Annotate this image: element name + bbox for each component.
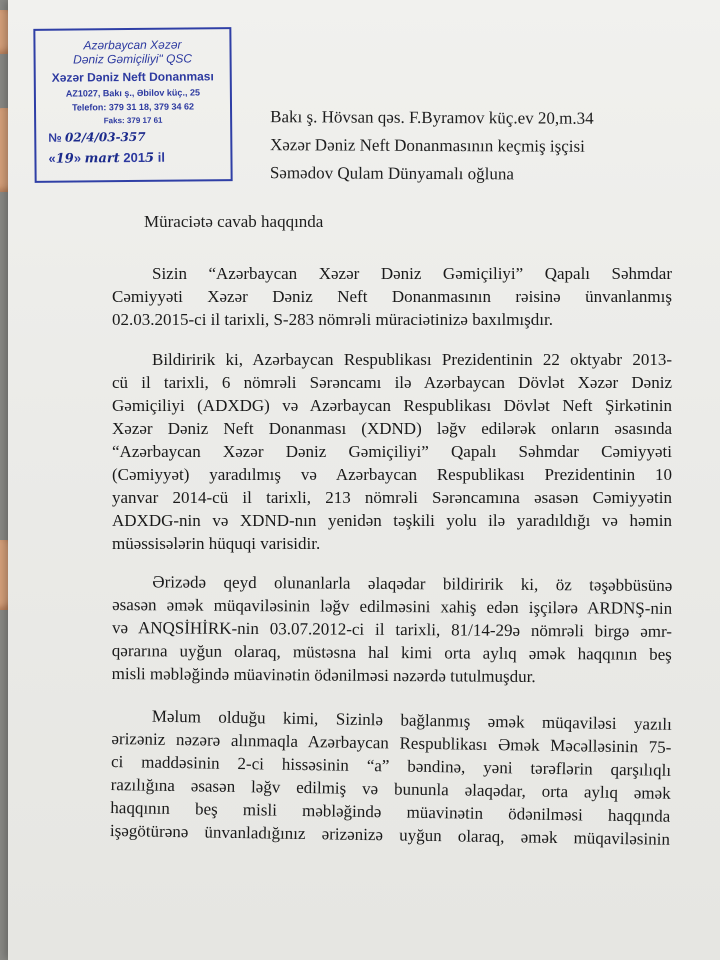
stamp-ref-prefix: № bbox=[48, 130, 62, 145]
stamp-department: Xəzər Dəniz Neft Donanması bbox=[51, 69, 214, 85]
text-line: yanvar 2014-cü il tarixli, 213 nömrəli Sərəncamına əsasən Cəmiyyətin bbox=[112, 488, 672, 507]
text-line: əsasən əmək müqaviləsinin ləğv edilməsini xahiş edən işçilərə ARDNŞ-nin bbox=[112, 595, 673, 618]
stamp-date-suffix: il bbox=[157, 149, 165, 165]
stamp-address: AZ1027, Bakı ş., Əbilov küç., 25 bbox=[65, 87, 200, 99]
text-line: misli məbləğində müavinətin ödənilməsi nəzərdə tutulmuşdur. bbox=[111, 664, 536, 687]
text-line: razılığına əsasən ləğv edilmiş və bununla əlaqədar, orta aylıq əmək bbox=[110, 774, 671, 803]
text-line: Xəzər Dəniz Neft Donanması (XDND) ləğv edilərək onların əsasında bbox=[112, 419, 672, 438]
text-line: Sizin “Azərbaycan Xəzər Dəniz Gəmiçiliyi” Qapalı Səhmdar bbox=[152, 264, 672, 283]
stamp-company-line-2: Dəniz Gəmiçiliyi" QSC bbox=[73, 51, 193, 67]
text-line: ci maddəsinin 2-ci hissəsinin “a” bəndinə, yəni tərəflərin qarşılıqlı bbox=[110, 751, 672, 780]
recipient-block bbox=[270, 103, 594, 189]
letter-page bbox=[8, 0, 720, 960]
letter-body bbox=[109, 262, 673, 859]
stamp-date-year-suffix: 5 bbox=[144, 150, 155, 166]
paragraph-2 bbox=[112, 348, 672, 555]
stamp-company-line-1: Azərbaycan Xəzər bbox=[83, 37, 182, 53]
text-line: haqqının beş misli məbləğində müavinətin ödənilməsi haqqında bbox=[110, 797, 671, 826]
stamp-reference bbox=[48, 130, 145, 145]
registration-stamp bbox=[33, 27, 232, 183]
text-line: 02.03.2015-ci il tarixli, S-283 nömrəli müraciətinizə baxılmışdır. bbox=[112, 310, 553, 329]
text-line: (Cəmiyyət) yaradılmış və Azərbaycan Respublikası Prezidentinin 10 bbox=[112, 465, 672, 484]
text-line: ADXDG-nin və XDND-nın yenidən təşkili yolu ilə yaradıldığı və həmin bbox=[112, 511, 672, 530]
recipient-position: Xəzər Dəniz Neft Donanmasının keçmiş işçisi bbox=[269, 135, 585, 156]
text-line: müəssisələrin hüquqi varisidir. bbox=[112, 534, 321, 553]
stamp-fax: Faks: 379 17 61 bbox=[103, 115, 163, 126]
paragraph-1 bbox=[112, 262, 672, 331]
stamp-date-day: 19 bbox=[55, 151, 74, 167]
text-line: Cəmiyyəti Xəzər Dəniz Neft Donanmasının rəisinə ünvanlanmış bbox=[112, 287, 672, 306]
stamp-phone: Telefon: 379 31 18, 379 34 62 bbox=[72, 101, 195, 113]
text-line: Məlum olduğu kimi, Sizinlə bağlanmış əmək müqaviləsi yazılı bbox=[151, 706, 672, 734]
text-line: Ərizədə qeyd olunanlarla əlaqədar bildiririk ki, öz təşəbbüsünə bbox=[152, 572, 673, 595]
text-line: qərarına uyğun olaraq, müstəsna hal kimi orta aylıq əmək haqqının beş bbox=[111, 641, 672, 664]
recipient-name: Səmədov Qulam Dünyamalı oğluna bbox=[269, 163, 514, 184]
letter-subject: Müraciətə cavab haqqında bbox=[144, 212, 324, 231]
stamp-date: «19» mart 2015 il bbox=[48, 149, 165, 167]
text-line: Gəmiçiliyi (ADXDG) və Azərbaycan Respublikası Dövlət Neft Şirkətinin bbox=[112, 396, 672, 415]
stamp-ref-number: 02/4/03-357 bbox=[64, 129, 146, 145]
text-line: işəgötürənə ünvanladığınız ərizənizə uyğun olaraq, əmək müqaviləsinin bbox=[109, 820, 671, 849]
text-line: cü il tarixli, 6 nömrəli Sərəncamı ilə Azərbaycan Dövlət Xəzər Dəniz bbox=[112, 373, 672, 392]
text-line: ərizəniz nəzərə alınmaqla Azərbaycan Respublikası Əmək Məcəlləsinin 75- bbox=[111, 728, 672, 757]
stamp-date-year-prefix: 201 bbox=[123, 149, 146, 166]
stamp-date-month: mart bbox=[84, 151, 120, 167]
paragraph-4 bbox=[110, 704, 672, 851]
recipient-address: Bakı ş. Hövsan qəs. F.Byramov küç.ev 20,m.34 bbox=[270, 107, 594, 128]
text-line: və ANQSİHİRK-nin 03.07.2012-ci il tarixli, 81/14-29ə nömrəli birgə əmr- bbox=[111, 618, 673, 641]
text-line: Bildiririk ki, Azərbaycan Respublikası Prezidentinin 22 oktyabr 2013- bbox=[152, 350, 672, 369]
text-line: “Azərbaycan Xəzər Dəniz Gəmiçiliyi” Qapalı Səhmdar Cəmiyyəti bbox=[112, 442, 672, 461]
paragraph-3 bbox=[112, 570, 673, 689]
